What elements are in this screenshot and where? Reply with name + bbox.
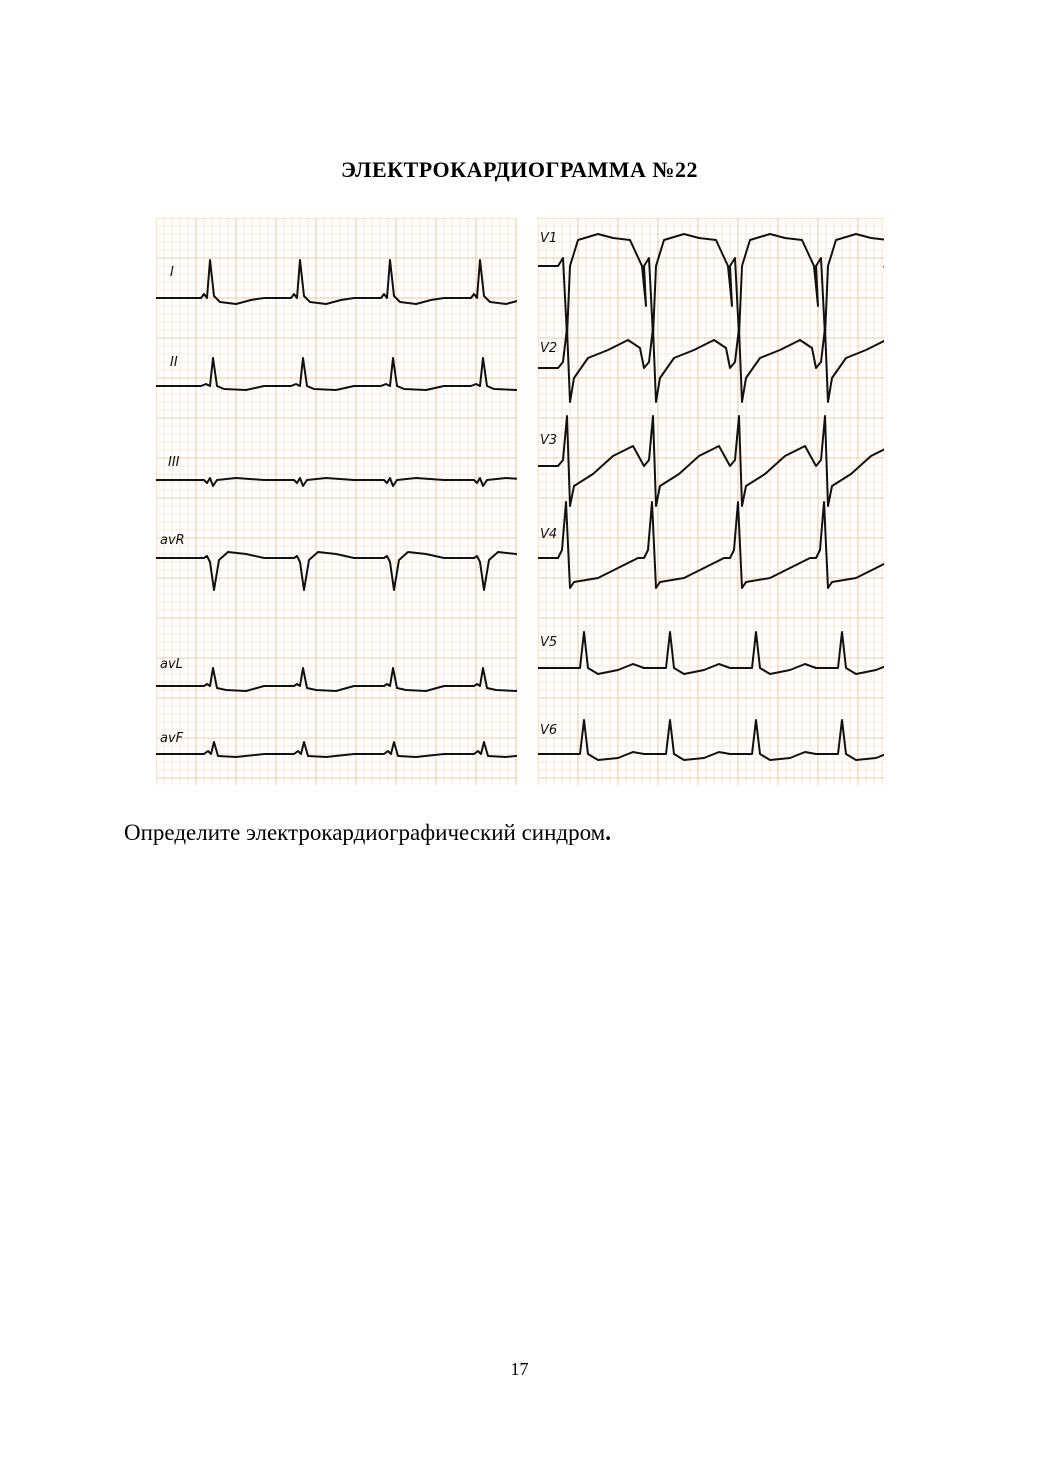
lead-label-V4: V4: [540, 527, 558, 542]
question-text: [124, 820, 611, 846]
page-number: 17: [510, 1359, 529, 1379]
ecg-chest-leads-panel: [538, 218, 884, 785]
lead-label-II: II: [170, 355, 178, 370]
lead-label-III: III: [168, 455, 180, 470]
lead-label-I: I: [170, 265, 174, 280]
ecg-trace-avF: [156, 742, 517, 757]
ecg-chest-leads-strip: [538, 218, 884, 785]
ecg-trace-V4: [538, 502, 884, 588]
ecg-trace-avR: [156, 552, 517, 590]
ecg-limb-leads-panel: [156, 218, 517, 785]
page-title: ЭЛЕКТРОКАРДИОГРАММА №22: [341, 157, 698, 182]
lead-label-avF: avF: [160, 731, 184, 746]
lead-label-V5: V5: [540, 635, 558, 650]
question-body: Определите электрокардиографический синдром: [124, 820, 606, 845]
ecg-trace-V2: [538, 328, 884, 402]
lead-label-V3: V3: [540, 433, 558, 448]
lead-label-avR: avR: [160, 533, 185, 548]
ecg-trace-II: [156, 358, 517, 390]
ecg-trace-V3: [538, 416, 884, 506]
ecg-trace-V5: [538, 632, 884, 674]
ecg-limb-leads-strip: [156, 218, 517, 785]
lead-label-V6: V6: [540, 723, 558, 738]
question-period: .: [605, 820, 611, 845]
lead-label-V1: V1: [540, 231, 558, 246]
ecg-trace-avL: [156, 668, 517, 691]
lead-label-avL: avL: [160, 657, 183, 672]
lead-label-V2: V2: [540, 341, 558, 356]
ecg-trace-V1: [538, 234, 884, 336]
